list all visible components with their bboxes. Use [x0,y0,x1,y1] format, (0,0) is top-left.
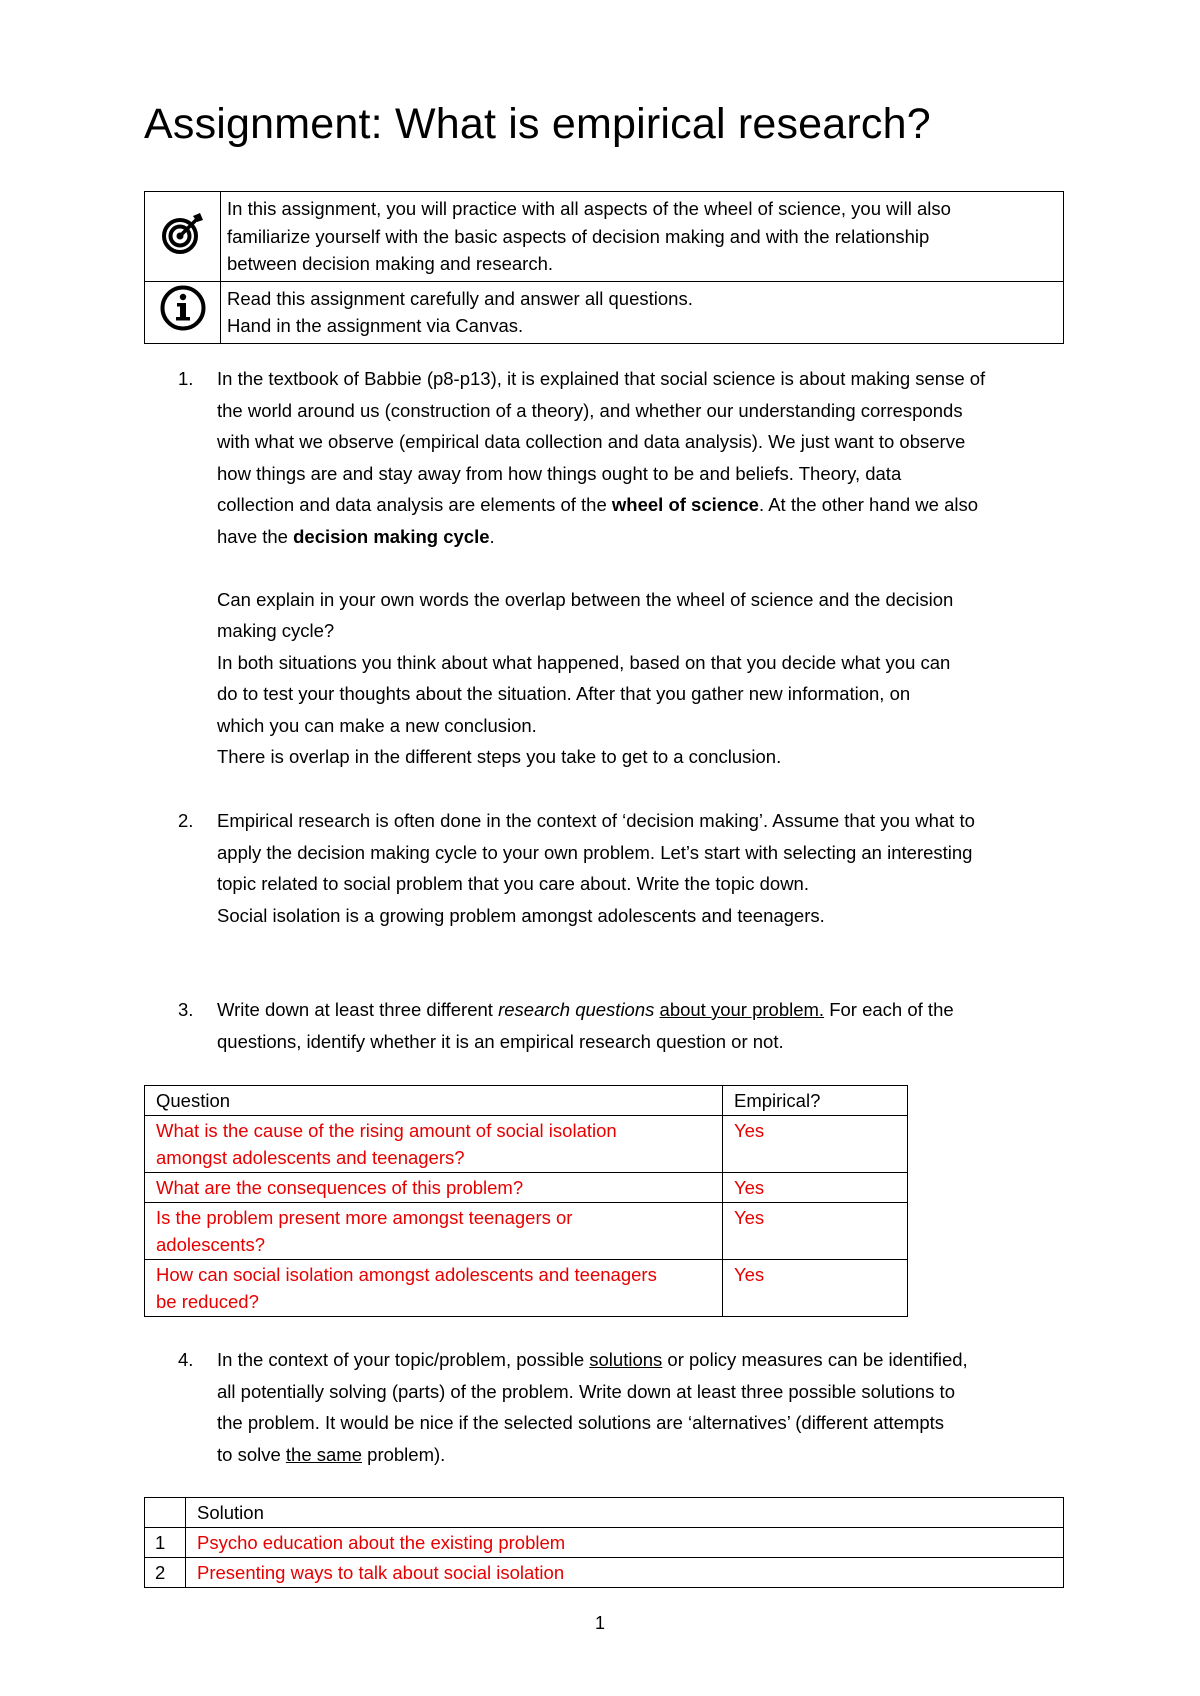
question-text-line: all potentially solving (parts) of the problem. Write down at least three possible solutions to [217,1380,955,1402]
question-text-line [217,489,1068,521]
page-number: 1 [594,1613,605,1633]
solutions-table [144,1497,1064,1588]
question-text-line: the world around us (construction of a theory), and whether our understanding corresponds [217,399,963,421]
goal-icon-cell [145,192,221,282]
question-cell [145,1173,723,1203]
assignment-info-box [144,191,1064,344]
column-header: Question [145,1086,723,1116]
decision-making-cycle-term: decision making cycle [293,525,490,547]
question-body [217,363,1068,773]
info-row [145,281,1064,343]
empirical-cell: Yes [723,1203,908,1260]
question-text-line [217,994,1068,1026]
question-text-line: how things are and stay away from how things ought to be and beliefs. Theory, data [217,462,902,484]
question-prompt-line: making cycle? [217,620,335,641]
cell-line: How can social isolation amongst adolescents and teenagers [156,1264,657,1285]
empirical-cell: Yes [723,1260,908,1317]
table-row [145,1260,908,1317]
goal-line: familiarize yourself with the basic aspects of decision making and with the relationship [227,225,930,247]
question-text-line: with what we observe (empirical data collection and data analysis). We just want to observe [217,431,966,452]
column-header: Empirical? [723,1086,908,1116]
solution-cell: Psycho education about the existing problem [186,1528,1064,1558]
question-1 [178,363,1068,773]
text-segment: or policy measures can be identified, [662,1349,968,1370]
question-prompt-line: Can explain in your own words the overlap between the wheel of science and the decision [217,588,954,610]
table-row [145,1116,908,1173]
question-text-line: apply the decision making cycle to your own problem. Let’s start with selecting an interesting [217,841,973,863]
text-segment: In the context of your topic/problem, possible [217,1349,590,1370]
goal-text-cell [221,192,1064,282]
question-cell [145,1203,723,1260]
target-icon [160,210,206,256]
cell-line: What are the consequences of this problem? [156,1177,524,1198]
table-row [145,1173,908,1203]
text-segment: collection and data analysis are elements of the [217,494,612,515]
row-number-cell: 1 [145,1528,186,1558]
question-text-line: Empirical research is often done in the context of ‘decision making’. Assume that you what to [217,810,975,831]
cell-line: adolescents? [156,1234,266,1255]
question-text-line: the problem. It would be nice if the selected solutions are ‘alternatives’ (different attempts [217,1412,945,1433]
question-cell [145,1260,723,1317]
goal-line: between decision making and research. [227,253,553,274]
info-line: Read this assignment carefully and answer all questions. [227,287,693,309]
table-header-row [145,1498,1064,1528]
underlined-text: the same [285,1443,363,1465]
question-3 [178,994,1068,1057]
text-segment: . [489,525,495,547]
column-header: Solution [186,1498,1064,1528]
info-text-cell [221,281,1064,343]
question-2 [178,805,1068,931]
question-cell [145,1116,723,1173]
question-text-line [217,1439,1068,1471]
underlined-text: about your problem. [659,999,825,1020]
info-icon-cell [145,281,221,343]
text-segment: . At the other hand we also [758,494,979,515]
question-4 [178,1344,1068,1470]
table-row [145,1528,1064,1558]
question-text-line [217,1344,1068,1376]
question-text-line: In the textbook of Babbie (p8-p13), it is explained that social science is about making sense of [217,368,986,389]
question-text-line: topic related to social problem that you care about. Write the topic down. [217,873,809,894]
wheel-of-science-term: wheel of science [611,494,759,515]
text-segment: problem). [362,1443,446,1465]
text-segment: have the [217,525,294,547]
goal-line: In this assignment, you will practice with all aspects of the wheel of science, you will also [227,198,951,219]
research-questions-term: research questions [498,999,655,1020]
answer-line: In both situations you think about what happened, based on that you decide what you can [217,651,951,673]
info-icon [159,284,207,332]
page-title: Assignment: What is empirical research? [144,100,931,148]
question-number: 4. [178,1349,194,1370]
answer-line: do to test your thoughts about the situation. After that you gather new information, on [217,683,911,704]
question-text-line [217,521,1068,553]
cell-line: amongst adolescents and teenagers? [156,1147,465,1168]
answer-line: which you can make a new conclusion. [217,714,537,736]
table-row [145,1558,1064,1588]
column-header [145,1498,186,1528]
table-row [145,1203,908,1260]
cell-line: Is the problem present more amongst teenagers or [156,1207,573,1228]
table-header-row [145,1086,908,1116]
cell-line: be reduced? [156,1291,259,1312]
question-text-line: questions, identify whether it is an empirical research question or not. [217,1030,784,1052]
text-segment: to solve [217,1443,286,1465]
question-number: 2. [178,810,194,831]
info-line: Hand in the assignment via Canvas. [227,315,524,336]
answer-line: There is overlap in the different steps you take to get to a conclusion. [217,746,782,767]
question-body [217,805,1068,931]
research-questions-table [144,1085,908,1317]
empirical-cell: Yes [723,1173,908,1203]
row-number-cell: 2 [145,1558,186,1588]
cell-line: What is the cause of the rising amount of social isolation [156,1120,617,1141]
underlined-text: solutions [589,1349,663,1370]
text-segment: Write down at least three different [217,999,499,1020]
question-body [217,994,1068,1057]
spacer [217,552,1068,584]
answer-line: Social isolation is a growing problem amongst adolescents and teenagers. [217,904,825,926]
question-number: 3. [178,999,194,1020]
goal-row [145,192,1064,282]
text-segment: For each of the [824,999,954,1020]
empirical-cell: Yes [723,1116,908,1173]
solution-cell: Presenting ways to talk about social isolation [186,1558,1064,1588]
question-number: 1. [178,368,194,389]
question-body [217,1344,1068,1470]
